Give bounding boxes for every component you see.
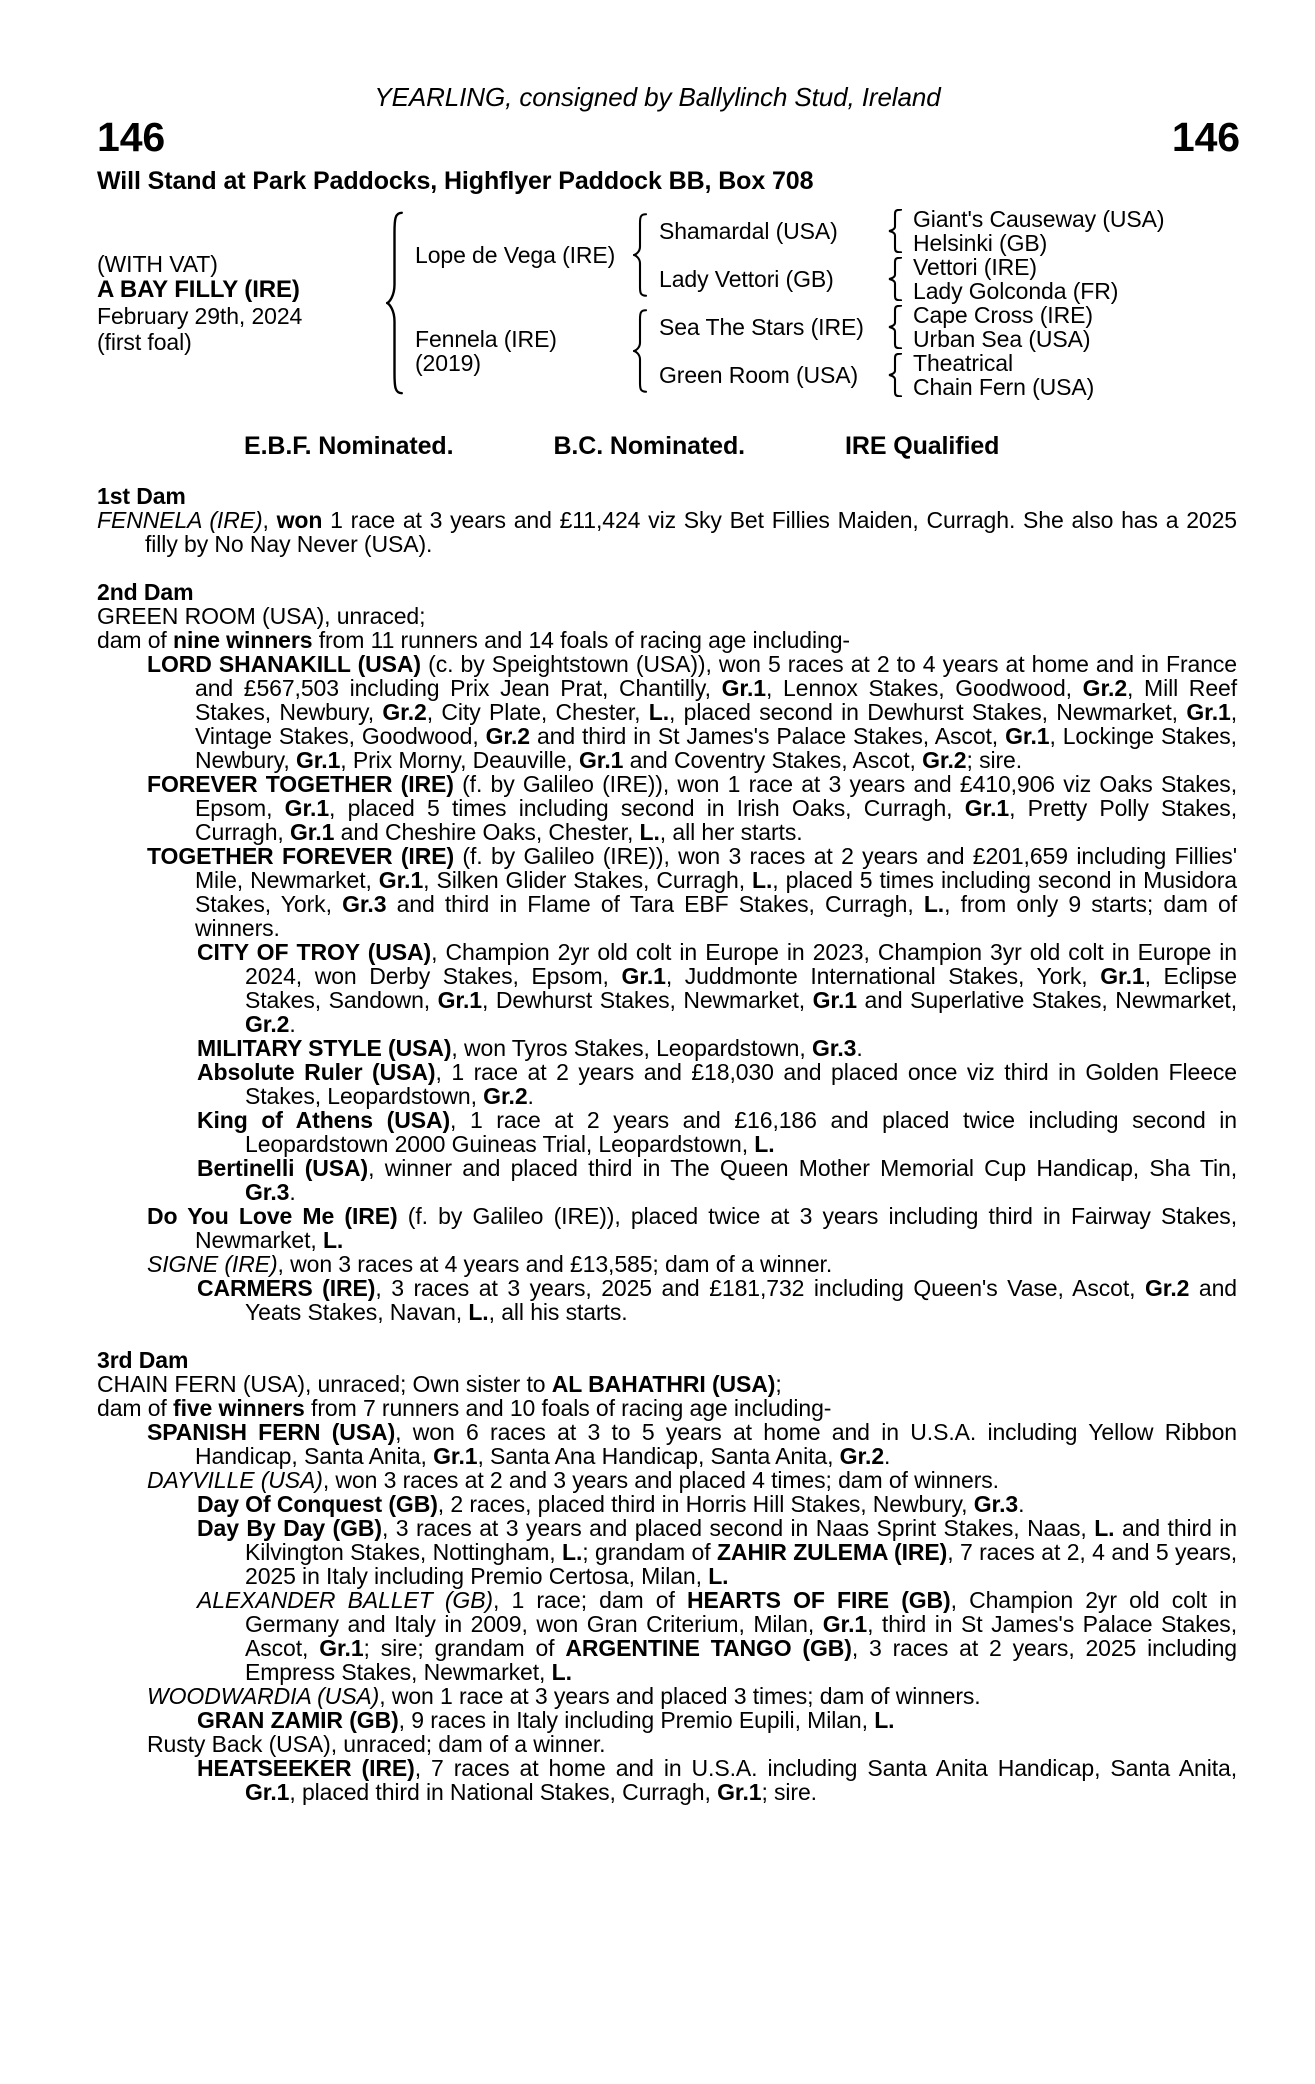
produce-sections <box>97 484 1237 1804</box>
pedigree-text-paragraph: Absolute Ruler (USA), 1 race at 2 years and £18,030 and placed once viz third in Golden Fleece Stakes, Leopardstown, Gr.2. <box>197 1059 1237 1109</box>
dam-section <box>97 484 1237 556</box>
ire-qualified-label: IRE Qualified <box>845 432 1000 460</box>
granddam-name: Lady Vettori (GB) <box>659 266 834 292</box>
lot-number-row <box>0 114 1315 160</box>
pedigree-text-paragraph: Do You Love Me (IRE) (f. by Galileo (IRE)), placed twice at 3 years including third in Fairway Stakes, Newmarket, L. <box>147 1203 1237 1253</box>
pedigree-tree <box>97 207 1240 399</box>
pedigree-text-paragraph: MILITARY STYLE (USA), won Tyros Stakes, Leopardstown, Gr.3. <box>197 1035 863 1061</box>
dam-section <box>97 1348 1237 1804</box>
pedigree-text-paragraph: FOREVER TOGETHER (IRE) (f. by Galileo (IRE)), won 1 race at 3 years and £410,906 viz Oaks Stakes, Epsom, Gr.1, placed 5 times including second in Irish Oaks, Curragh, Gr.1, Pretty Polly Stakes, Curragh, Gr.1 and Cheshire Oaks, Chester, L., all her starts. <box>147 771 1237 845</box>
pedigree-brace-icon <box>880 255 910 303</box>
pedigree-brace-icon <box>880 207 910 255</box>
pedigree-text-paragraph: TOGETHER FOREVER (IRE) (f. by Galileo (IRE)), won 3 races at 2 years and £201,659 including Fillies' Mile, Newmarket, Gr.1, Silken Glider Stakes, Curragh, L., placed 5 times including second in Musidora Stakes, York, Gr.3 and third in Flame of Tara EBF Stakes, Curragh, L., from only 9 starts; dam of winners. <box>147 843 1237 941</box>
dam-section-heading: 1st Dam <box>97 483 186 509</box>
dam-name-block <box>412 303 624 399</box>
pedigree-text-paragraph: GREEN ROOM (USA), unraced; <box>97 603 426 629</box>
pedigree-text-paragraph: dam of five winners from 7 runners and 10 foals of racing age including- <box>97 1395 832 1421</box>
pedigree-text-paragraph: DAYVILLE (USA), won 3 races at 2 and 3 years and placed 4 times; dam of winners. <box>147 1467 999 1493</box>
granddam-name: Green Room (USA) <box>659 362 859 388</box>
stand-location-line: Will Stand at Park Paddocks, Highflyer Paddock BB, Box 708 <box>97 167 814 195</box>
pedigree-brace-icon <box>880 303 910 351</box>
great-grandparent-name: Urban Sea (USA) <box>913 326 1091 352</box>
horse-name: A BAY FILLY (IRE) <box>97 276 300 303</box>
pedigree-brace-icon <box>624 207 656 303</box>
pedigree-text-paragraph: King of Athens (USA), 1 race at 2 years and £16,186 and placed twice including second in Leopardstown 2000 Guineas Trial, Leopardstown, L. <box>197 1107 1237 1157</box>
pedigree-brace-icon <box>624 303 656 399</box>
pedigree-text-paragraph: CHAIN FERN (USA), unraced; Own sister to AL BAHATHRI (USA); <box>97 1371 782 1397</box>
foal-note: (first foal) <box>97 329 192 355</box>
pedigree-text-paragraph: WOODWARDIA (USA), won 1 race at 3 years and placed 3 times; dam of winners. <box>147 1683 981 1709</box>
pedigree-text-paragraph: ALEXANDER BALLET (GB), 1 race; dam of HEARTS OF FIRE (GB), Champion 2yr old colt in Germany and Italy in 2009, won Gran Criterium, Milan, Gr.1, third in St James's Palace Stakes, Ascot, Gr.1; sire; grandam of ARGENTINE TANGO (GB), 3 races at 2 years, 2025 including Empress Stakes, Newmarket, L. <box>197 1587 1237 1685</box>
horse-info-block <box>97 207 376 399</box>
pedigree-text-paragraph: dam of nine winners from 11 runners and 14 foals of racing age including- <box>97 627 850 653</box>
dam-section <box>97 580 1237 1324</box>
pedigree-brace-icon <box>376 207 412 399</box>
pedigree-text-paragraph: Day By Day (GB), 3 races at 3 years and placed second in Naas Sprint Stakes, Naas, L. and third in Kilvington Stakes, Nottingham, L.; grandam of ZAHIR ZULEMA (IRE), 7 races at 2, 4 and 5 years, 2025 in Italy including Premio Certosa, Milan, L. <box>197 1515 1238 1589</box>
dam-name: Fennela (IRE) <box>415 326 557 352</box>
pedigree-text-paragraph: FENNELA (IRE), won 1 race at 3 years and £11,424 viz Sky Bet Fillies Maiden, Curragh. She also has a 2025 filly by No Nay Never (USA). <box>97 507 1237 557</box>
great-grandparent-name: Theatrical <box>913 350 1013 376</box>
pedigree-text-paragraph: CITY OF TROY (USA), Champion 2yr old colt in Europe in 2023, Champion 3yr old colt in Europe in 2024, won Derby Stakes, Epsom, Gr.1, Juddmonte International Stakes, York, Gr.1, Eclipse Stakes, Sandown, Gr.1, Dewhurst Stakes, Newmarket, Gr.1 and Superlative Stakes, Newmarket, Gr.2. <box>197 939 1237 1037</box>
pedigree-text-paragraph: SPANISH FERN (USA), won 6 races at 3 to 5 years at home and in U.S.A. including Yellow Ribbon Handicap, Santa Anita, Gr.1, Santa Ana Handicap, Santa Anita, Gr.2. <box>147 1419 1237 1469</box>
grandsire-name: Shamardal (USA) <box>659 218 838 244</box>
pedigree-text-paragraph: LORD SHANAKILL (USA) (c. by Speightstown (USA)), won 5 races at 2 to 4 years at home and in France and £567,503 including Prix Jean Prat, Chantilly, Gr.1, Lennox Stakes, Goodwood, Gr.2, Mill Reef Stakes, Newbury, Gr.2, City Plate, Chester, L., placed second in Dewhurst Stakes, Newmarket, Gr.1, Vintage Stakes, Goodwood, Gr.2 and third in St James's Palace Stakes, Ascot, Gr.1, Lockinge Stakes, Newbury, Gr.1, Prix Morny, Deauville, Gr.1 and Coventry Stakes, Ascot, Gr.2; sire. <box>147 651 1237 773</box>
pedigree-text-paragraph: CARMERS (IRE), 3 races at 3 years, 2025 and £181,732 including Queen's Vase, Ascot, Gr.2 and Yeats Stakes, Navan, L., all his starts. <box>197 1275 1237 1325</box>
great-grandparent-name: Cape Cross (IRE) <box>913 302 1093 328</box>
pedigree-text-paragraph: HEATSEEKER (IRE), 7 races at home and in U.S.A. including Santa Anita Handicap, Santa Anita, Gr.1, placed third in National Stakes, Curragh, Gr.1; sire. <box>197 1755 1237 1805</box>
lot-number-left: 146 <box>97 114 166 160</box>
pedigree-brace-icon <box>880 351 910 399</box>
great-grandparent-name: Vettori (IRE) <box>913 254 1037 280</box>
sire-name: Lope de Vega (IRE) <box>415 242 616 268</box>
pedigree-text-paragraph: Rusty Back (USA), unraced; dam of a winner. <box>147 1731 606 1757</box>
pedigree-text-paragraph: SIGNE (IRE), won 3 races at 4 years and £13,585; dam of a winner. <box>147 1251 833 1277</box>
bc-nominated-label: B.C. Nominated. <box>553 432 746 460</box>
grandsire-name: Sea The Stars (IRE) <box>659 314 864 340</box>
pedigree-text-paragraph: GRAN ZAMIR (GB), 9 races in Italy including Premio Eupili, Milan, L. <box>197 1707 895 1733</box>
pedigree-text-paragraph: Day Of Conquest (GB), 2 races, placed third in Horris Hill Stakes, Newbury, Gr.3. <box>197 1491 1025 1517</box>
great-grandparent-name: Giant's Causeway (USA) <box>913 206 1165 232</box>
great-grandparent-name: Chain Fern (USA) <box>913 374 1095 400</box>
lot-number-right: 146 <box>1171 114 1240 160</box>
great-grandparent-name: Helsinki (GB) <box>913 230 1048 256</box>
foal-date: February 29th, 2024 <box>97 303 303 329</box>
dam-year: (2019) <box>415 350 481 376</box>
great-grandparent-name: Lady Golconda (FR) <box>913 278 1119 304</box>
dam-section-heading: 2nd Dam <box>97 579 194 605</box>
nominations-row <box>97 434 1315 459</box>
ebf-nominated-label: E.B.F. Nominated. <box>244 432 454 460</box>
consignor-line: YEARLING, consigned by Ballylinch Stud, Ireland <box>374 82 941 112</box>
vat-note: (WITH VAT) <box>97 251 218 277</box>
dam-section-heading: 3rd Dam <box>97 1347 189 1373</box>
pedigree-text-paragraph: Bertinelli (USA), winner and placed third in The Queen Mother Memorial Cup Handicap, Sha Tin, Gr.3. <box>197 1155 1237 1205</box>
